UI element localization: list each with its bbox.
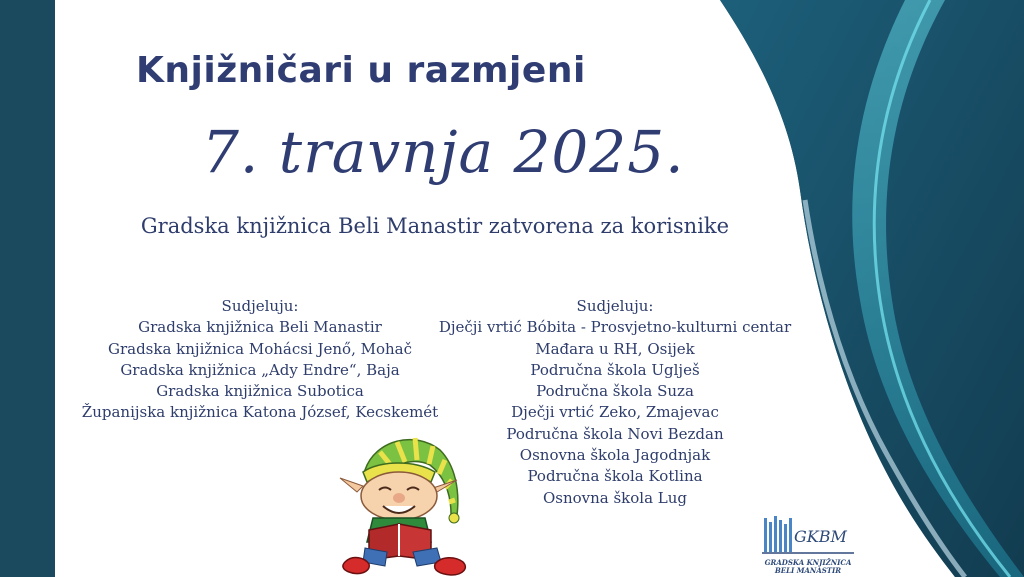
participants-left bbox=[60, 296, 460, 424]
logo-line-1: GRADSKA KNJIŽNICA bbox=[764, 558, 852, 567]
logo-line-2: BELI MANASTIR bbox=[774, 565, 842, 575]
page-title: Knjižničari u razmjeni bbox=[136, 50, 586, 91]
list-item: Mađara u RH, Osijek bbox=[535, 339, 695, 358]
list-item: Područna škola Uglješ bbox=[530, 360, 700, 379]
library-logo bbox=[758, 512, 858, 574]
participants-right bbox=[420, 296, 810, 509]
list-item: Područna škola Novi Bezdan bbox=[506, 424, 724, 443]
list-item: Gradska knjižnica „Ady Endre“, Baja bbox=[120, 360, 400, 379]
list-item: Gradska knjižnica Subotica bbox=[156, 382, 364, 401]
logo-mark: GKBM bbox=[794, 527, 847, 546]
list-item: Osnovna škola Jagodnjak bbox=[519, 446, 711, 465]
library-logo-icon bbox=[758, 512, 858, 558]
list-item: Dječji vrtić Bóbita - Prosvjetno-kulturni centar bbox=[438, 318, 792, 337]
elf-reading-book-icon bbox=[335, 430, 475, 577]
list-item: Dječji vrtić Zeko, Zmajevac bbox=[511, 403, 719, 422]
event-date: 7. travnja 2025. bbox=[202, 118, 685, 186]
participants-left-heading: Sudjeluju: bbox=[221, 297, 299, 315]
list-item: Područna škola Kotlina bbox=[527, 467, 703, 486]
logo-caption bbox=[758, 559, 858, 574]
list-item: Osnovna škola Lug bbox=[542, 488, 688, 507]
list-item: Županijska knjižnica Katona József, Kecskemét bbox=[81, 403, 439, 422]
list-item: Gradska knjižnica Beli Manastir bbox=[138, 318, 382, 337]
participants-right-heading: Sudjeluju: bbox=[576, 297, 654, 315]
list-item: Područna škola Suza bbox=[536, 382, 694, 401]
list-item: Gradska knjižnica Mohácsi Jenő, Mohač bbox=[107, 339, 413, 358]
subtitle-notice: Gradska knjižnica Beli Manastir zatvorena za korisnike bbox=[140, 214, 730, 238]
